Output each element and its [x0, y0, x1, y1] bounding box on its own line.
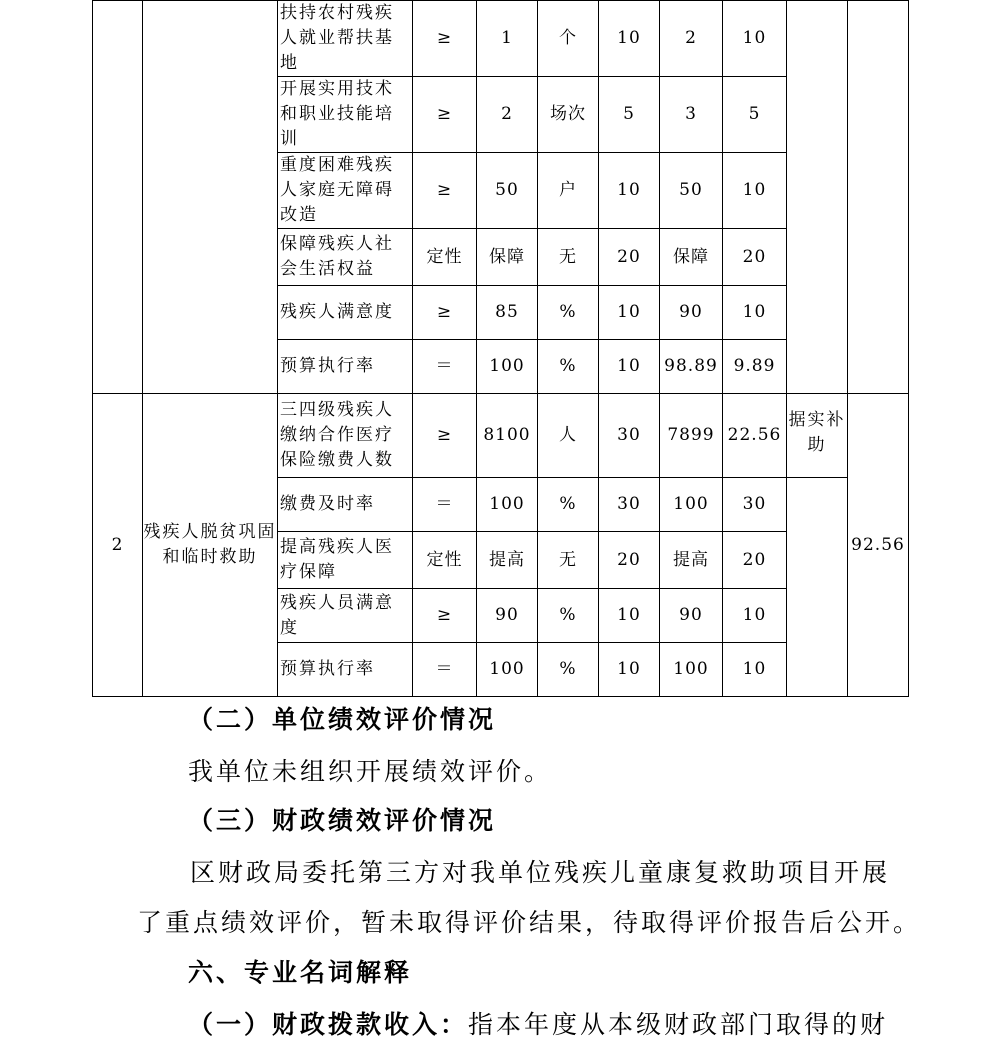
score-cell: 10	[723, 153, 787, 229]
indicator-cell: 缴费及时率	[278, 478, 413, 532]
actual-cell: 2	[660, 1, 723, 77]
glossary-term: （一）财政拨款收入：	[188, 1010, 469, 1039]
weight-cell: 10	[599, 643, 660, 697]
weight-cell: 10	[599, 153, 660, 229]
actual-cell: 100	[660, 478, 723, 532]
actual-cell: 7899	[660, 394, 723, 478]
unit-cell: 无	[538, 532, 599, 589]
operator-cell: ≥	[413, 153, 477, 229]
weight-cell: 30	[599, 394, 660, 478]
indicator-cell: 保障残疾人社会生活权益	[278, 229, 413, 286]
indicator-cell: 残疾人员满意度	[278, 589, 413, 643]
total-score-cell: 92.56	[848, 394, 909, 697]
indicator-cell: 提高残疾人医疗保障	[278, 532, 413, 589]
section-heading-glossary: 六、专业名词解释	[188, 958, 413, 987]
operator-cell: 定性	[413, 229, 477, 286]
score-cell: 20	[723, 229, 787, 286]
actual-cell: 3	[660, 77, 723, 153]
operator-cell: ≥	[413, 1, 477, 77]
note-cell-empty	[787, 1, 848, 394]
score-cell: 22.56	[723, 394, 787, 478]
operator-cell: ≥	[413, 589, 477, 643]
score-cell: 30	[723, 478, 787, 532]
operator-cell: ＝	[413, 478, 477, 532]
target-cell: 90	[477, 589, 538, 643]
paragraph-finance-evaluation-line1: 区财政局委托第三方对我单位残疾儿童康复救助项目开展	[190, 858, 891, 887]
operator-cell: ≥	[413, 286, 477, 340]
unit-cell: 无	[538, 229, 599, 286]
operator-cell: 定性	[413, 532, 477, 589]
section-heading-finance-evaluation: （三）财政绩效评价情况	[188, 806, 497, 835]
unit-cell: %	[538, 340, 599, 394]
operator-cell: ＝	[413, 340, 477, 394]
score-cell: 10	[723, 643, 787, 697]
actual-cell: 98.89	[660, 340, 723, 394]
project-cell-empty	[143, 1, 278, 394]
indicator-cell: 开展实用技术和职业技能培训	[278, 77, 413, 153]
weight-cell: 10	[599, 1, 660, 77]
paragraph-unit-evaluation: 我单位未组织开展绩效评价。	[188, 757, 553, 786]
weight-cell: 20	[599, 229, 660, 286]
seq-cell: 2	[93, 394, 143, 697]
weight-cell: 30	[599, 478, 660, 532]
unit-cell: 人	[538, 394, 599, 478]
indicator-cell: 重度困难残疾人家庭无障碍改造	[278, 153, 413, 229]
target-cell: 50	[477, 153, 538, 229]
score-cell: 10	[723, 1, 787, 77]
target-cell: 85	[477, 286, 538, 340]
score-cell: 20	[723, 532, 787, 589]
operator-cell: ≥	[413, 77, 477, 153]
score-cell: 9.89	[723, 340, 787, 394]
weight-cell: 5	[599, 77, 660, 153]
indicator-cell: 预算执行率	[278, 643, 413, 697]
actual-cell: 保障	[660, 229, 723, 286]
score-cell: 5	[723, 77, 787, 153]
unit-cell: 场次	[538, 77, 599, 153]
unit-cell: %	[538, 643, 599, 697]
weight-cell: 10	[599, 286, 660, 340]
glossary-item-fiscal-appropriation	[188, 1010, 888, 1040]
indicator-cell: 三四级残疾人缴纳合作医疗保险缴费人数	[278, 394, 413, 478]
note-cell: 据实补助	[787, 394, 848, 478]
unit-cell: 个	[538, 1, 599, 77]
indicator-cell: 扶持农村残疾人就业帮扶基地	[278, 1, 413, 77]
score-cell: 10	[723, 286, 787, 340]
project-name-cell: 残疾人脱贫巩固和临时救助	[143, 394, 278, 697]
glossary-definition: 指本年度从本级财政部门取得的财	[468, 1010, 889, 1039]
paragraph-finance-evaluation-line2: 了重点绩效评价，暂未取得评价结果，待取得评价报告后公开。	[137, 908, 922, 937]
target-cell: 保障	[477, 229, 538, 286]
operator-cell: ≥	[413, 394, 477, 478]
target-cell: 100	[477, 643, 538, 697]
table-row	[93, 1, 909, 77]
unit-cell: %	[538, 286, 599, 340]
indicator-cell: 预算执行率	[278, 340, 413, 394]
weight-cell: 10	[599, 340, 660, 394]
operator-cell: ＝	[413, 643, 477, 697]
target-cell: 8100	[477, 394, 538, 478]
target-cell: 提高	[477, 532, 538, 589]
score-cell: 10	[723, 589, 787, 643]
actual-cell: 100	[660, 643, 723, 697]
unit-cell: 户	[538, 153, 599, 229]
target-cell: 100	[477, 340, 538, 394]
table-row	[93, 394, 909, 478]
target-cell: 1	[477, 1, 538, 77]
actual-cell: 90	[660, 286, 723, 340]
actual-cell: 50	[660, 153, 723, 229]
actual-cell: 90	[660, 589, 723, 643]
note-cell-empty	[787, 478, 848, 697]
actual-cell: 提高	[660, 532, 723, 589]
target-cell: 100	[477, 478, 538, 532]
unit-cell: %	[538, 478, 599, 532]
unit-cell: %	[538, 589, 599, 643]
seq-cell-empty	[93, 1, 143, 394]
performance-table	[92, 0, 909, 697]
indicator-cell: 残疾人满意度	[278, 286, 413, 340]
weight-cell: 20	[599, 532, 660, 589]
total-cell-empty	[848, 1, 909, 394]
target-cell: 2	[477, 77, 538, 153]
weight-cell: 10	[599, 589, 660, 643]
section-heading-unit-evaluation: （二）单位绩效评价情况	[188, 705, 497, 734]
